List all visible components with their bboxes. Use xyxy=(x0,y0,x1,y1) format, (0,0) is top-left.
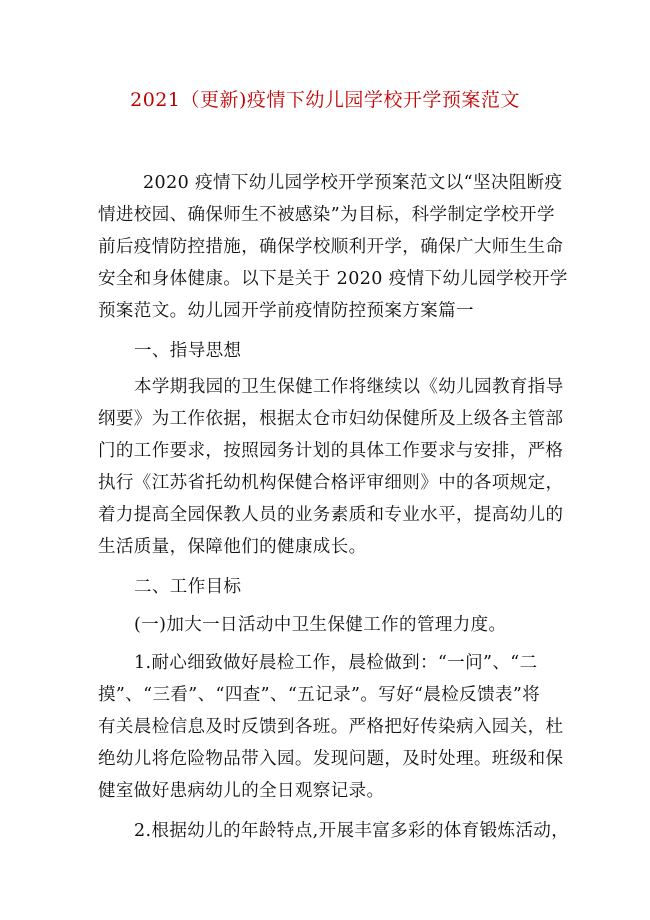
paragraph-line: 纲要》为工作依据，根据太仓市妇幼保健所及上级各主管部 xyxy=(98,409,564,429)
document-title: 2021（更新)疫情下幼儿园学校开学预案范文 xyxy=(130,89,520,111)
paragraph-line: 前后疫情防控措施，确保学校顺利开学，确保广大师生生命 xyxy=(98,237,564,257)
paragraph-line: 有关晨检信息及时反馈到各班。严格把好传染病入园关，杜 xyxy=(98,717,564,737)
paragraph-line: 2.根据幼儿的年龄特点,开展丰富多彩的体育锻炼活动， xyxy=(134,821,570,841)
paragraph-line: 门的工作要求，按照园务计划的具体工作要求与安排，严格 xyxy=(98,441,564,461)
paragraph-line: 绝幼儿将危险物品带入园。发现问题，及时处理。班级和保 xyxy=(98,749,564,769)
paragraph-line: 1.耐心细致做好晨检工作，晨检做到：“一问”、“二 xyxy=(134,653,538,673)
paragraph-line: 摸”、“三看”、“四查”、“五记录”。写好“晨检反馈表”将 xyxy=(98,685,541,705)
paragraph-line: 2020 疫情下幼儿园学校开学预案范文以“坚决阻断疫 xyxy=(143,173,563,193)
section-heading: 一、指导思想 xyxy=(134,341,242,361)
paragraph-line: 执行《江苏省托幼机构保健合格评审细则》中的各项规定， xyxy=(98,473,564,493)
paragraph-line: 安全和身体健康。以下是关于 2020 疫情下幼儿园学校开学 xyxy=(98,269,568,289)
paragraph-line: 预案范文。幼儿园开学前疫情防控预案方案篇一 xyxy=(98,301,474,321)
paragraph-line: 着力提高全园保教人员的业务素质和专业水平，提高幼儿的 xyxy=(98,505,564,525)
paragraph-line: 情进校园、确保师生不被感染”为目标，科学制定学校开学 xyxy=(98,205,555,225)
paragraph-line: 本学期我园的卫生保健工作将继续以《幼儿园教育指导 xyxy=(134,377,564,397)
paragraph-line: 生活质量，保障他们的健康成长。 xyxy=(98,537,367,557)
paragraph-line: 健室做好患病幼儿的全日观察记录。 xyxy=(98,781,385,801)
subsection-heading: (一)加大一日活动中卫生保健工作的管理力度。 xyxy=(134,615,507,635)
section-heading: 二、工作目标 xyxy=(134,577,242,597)
